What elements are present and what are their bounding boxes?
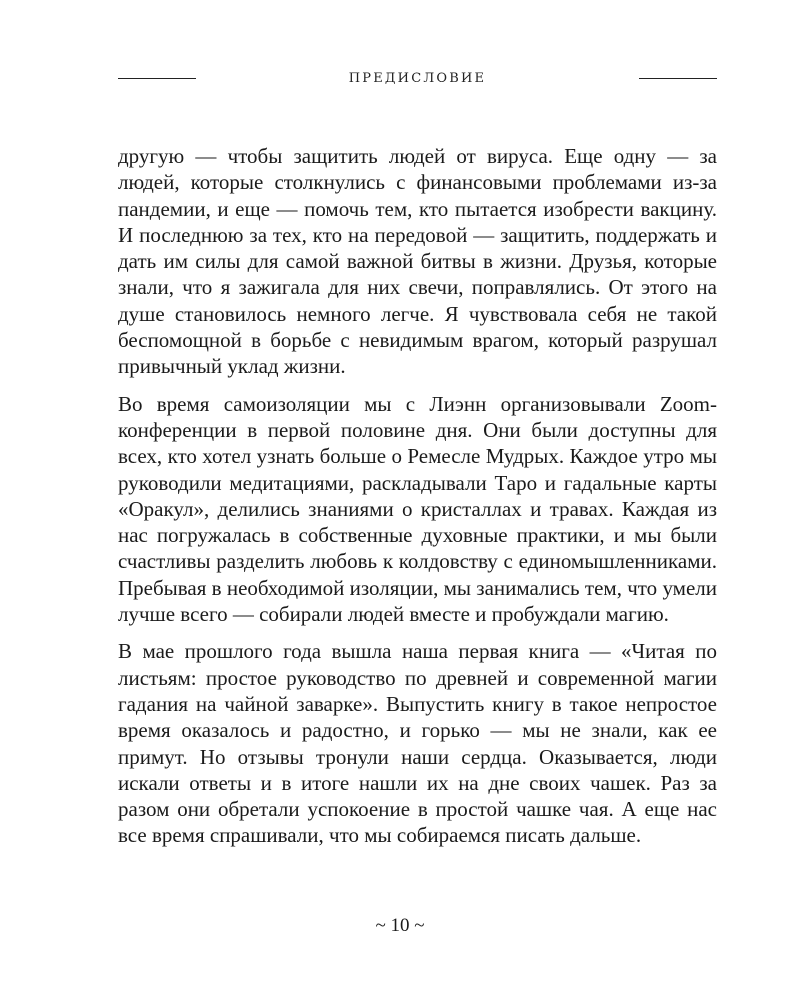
page-number: ~ 10 ~ [375,915,425,936]
paragraph: В мае прошлого года вышла наша первая книга — «Читая по листьям: простое руководство по древней и современной магии гадания на чайной заварке». Выпустить книгу в такое непростое время оказалось и радостно, и горько — мы не знали, как ее примут. Но отзывы тронули наши сердца. Оказывается, люди искали ответы и в итоге нашли их на дне своих чашек. Раз за разом они обретали успокоение в простой чашке чая. А еще нас все время спрашивали, что мы собираемся писать дальше. [118,639,717,848]
running-title: ПРЕДИСЛОВИЕ [348,70,487,86]
header-rule-left [118,78,196,79]
paragraph: Во время самоизоляции мы с Лиэнн организовывали Zoom-конференции в первой половине дня. Они были доступны для всех, кто хотел узнать больше о Ремесле Мудрых. Каждое утро мы руководили медитациями, раскладывали Таро и гадальные карты «Оракул», делились знаниями о кристаллах и травах. Каждая из нас погружалась в собственные духовные практики, и мы были счастливы разделить любовь к колдовству с единомышленниками. Пребывая в необходимой изоляции, мы занимались тем, что умели лучше всего — собирали людей вместе и пробуждали магию. [118,391,717,627]
running-header [118,66,717,90]
paragraph: другую — чтобы защитить людей от вируса. Еще одну — за людей, которые столкнулись с финансовыми проблемами из-за пандемии, и еще — помочь тем, кто пытается изобрести вакцину. И последнюю за тех, кто на передовой — защитить, поддержать и дать им силы для самой важной битвы в жизни. Друзья, которые знали, что я зажигала для них свечи, поправлялись. От этого на душе становилось немного легче. Я чувствовала себя не такой беспомощной в борьбе с невидимым врагом, который разрушал привычный уклад жизни. [118,144,717,379]
body-text [118,143,717,860]
header-rule-right [639,78,717,79]
